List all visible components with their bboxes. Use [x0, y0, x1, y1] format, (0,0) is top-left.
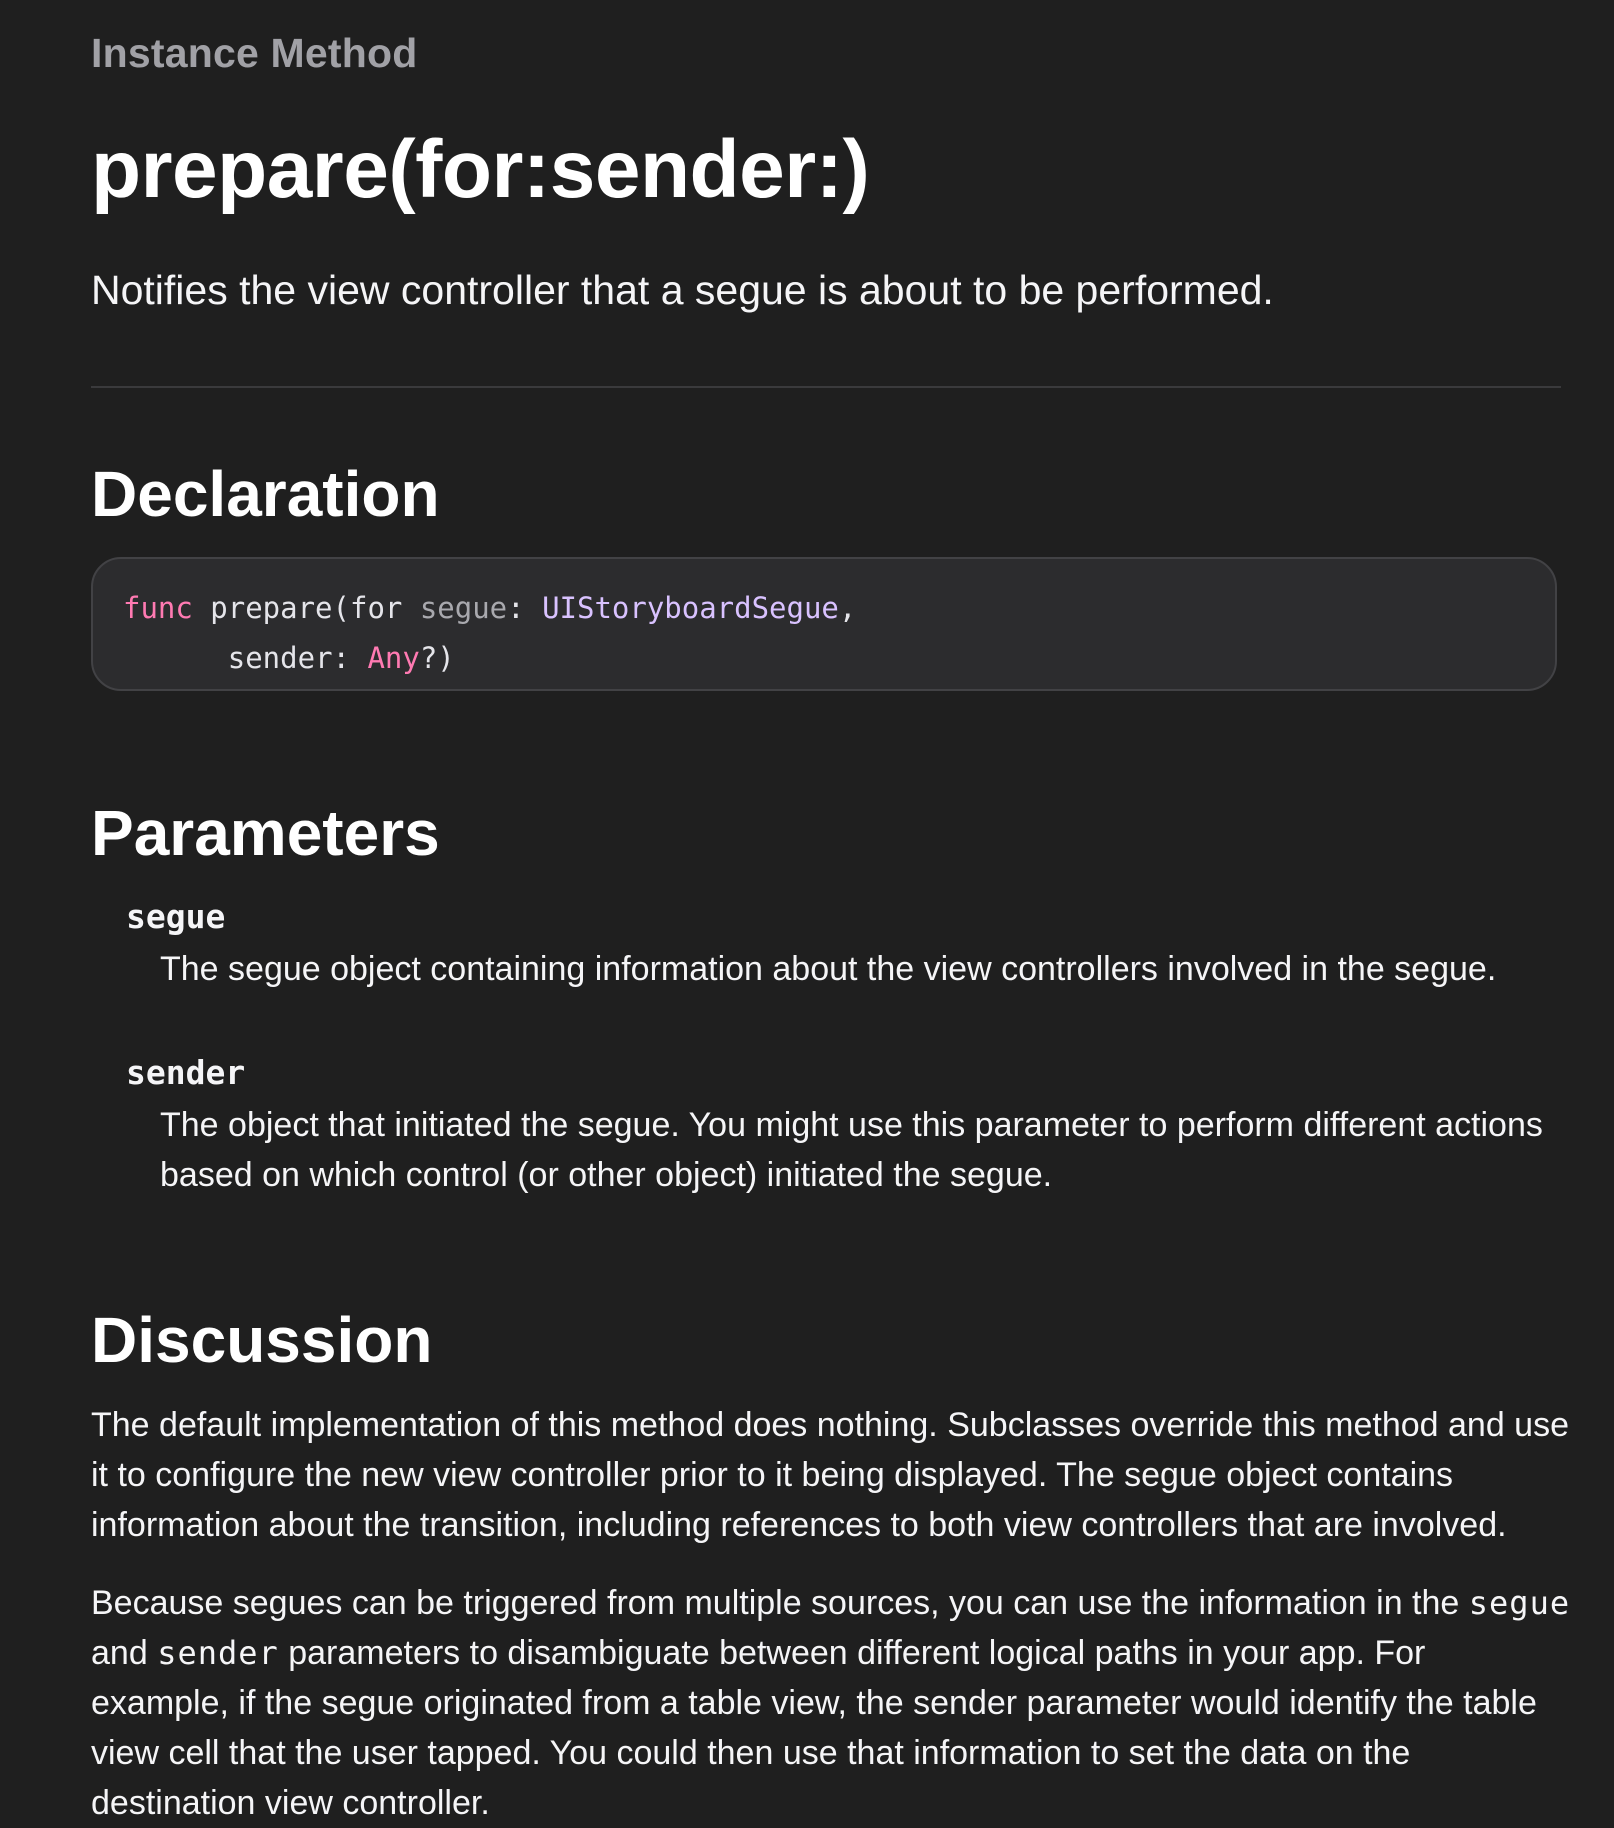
declaration-code-block[interactable] [91, 557, 1557, 691]
code-type-link[interactable]: UIStoryboardSegue [542, 591, 839, 625]
inline-code-segue: segue [1468, 1584, 1571, 1622]
paragraph-2-text-c: parameters to disambiguate between different logical paths in your app. For example, if the segue originated from a table view, the sender parameter would identify the table view cell that the user tapped. You could then use that information to set the data on the destination view controller. [91, 1634, 1537, 1822]
code-any-type: Any [367, 641, 420, 675]
code-colon: : [507, 591, 543, 625]
paragraph-2-text-a: Because segues can be triggered from multiple sources, you can use the information in the [91, 1584, 1469, 1622]
discussion-heading: Discussion [91, 1304, 433, 1376]
code-suffix: ?) [419, 641, 455, 675]
param-name-sender: sender [126, 1053, 246, 1092]
param-desc-sender: The object that initiated the segue. You might use this parameter to perform different actions based on which control (or other object) initiated the segue. [160, 1106, 1543, 1194]
page-abstract: Notifies the view controller that a segue is about to be performed. [91, 267, 1274, 313]
paragraph-2-text-b: and [91, 1634, 158, 1672]
param-name-segue: segue [126, 897, 226, 936]
code-func-name: prepare(for [192, 591, 420, 625]
code-line-2 [123, 633, 1555, 683]
param-desc-segue: The segue object containing information about the view controllers involved in the segue. [160, 950, 1497, 988]
parameters-heading: Parameters [91, 797, 440, 869]
section-divider [91, 386, 1561, 388]
discussion-paragraph-1: The default implementation of this method does nothing. Subclasses override this method and use it to configure the new view controller prior to it being displayed. The segue object contains information about the transition, including references to both view controllers that are involved. [91, 1406, 1569, 1544]
code-sender-label: sender: [227, 641, 368, 675]
declaration-heading: Declaration [91, 458, 440, 530]
page-eyebrow: Instance Method [91, 30, 418, 76]
code-indent [123, 641, 228, 675]
code-line-1 [123, 583, 1555, 633]
inline-code-sender: sender [157, 1634, 279, 1672]
page-title: prepare(for:sender:) [91, 124, 870, 215]
discussion-paragraph-2 [91, 1578, 1571, 1828]
code-keyword: func [123, 591, 193, 625]
code-param-internal: segue [419, 591, 508, 625]
code-comma: , [838, 591, 857, 625]
